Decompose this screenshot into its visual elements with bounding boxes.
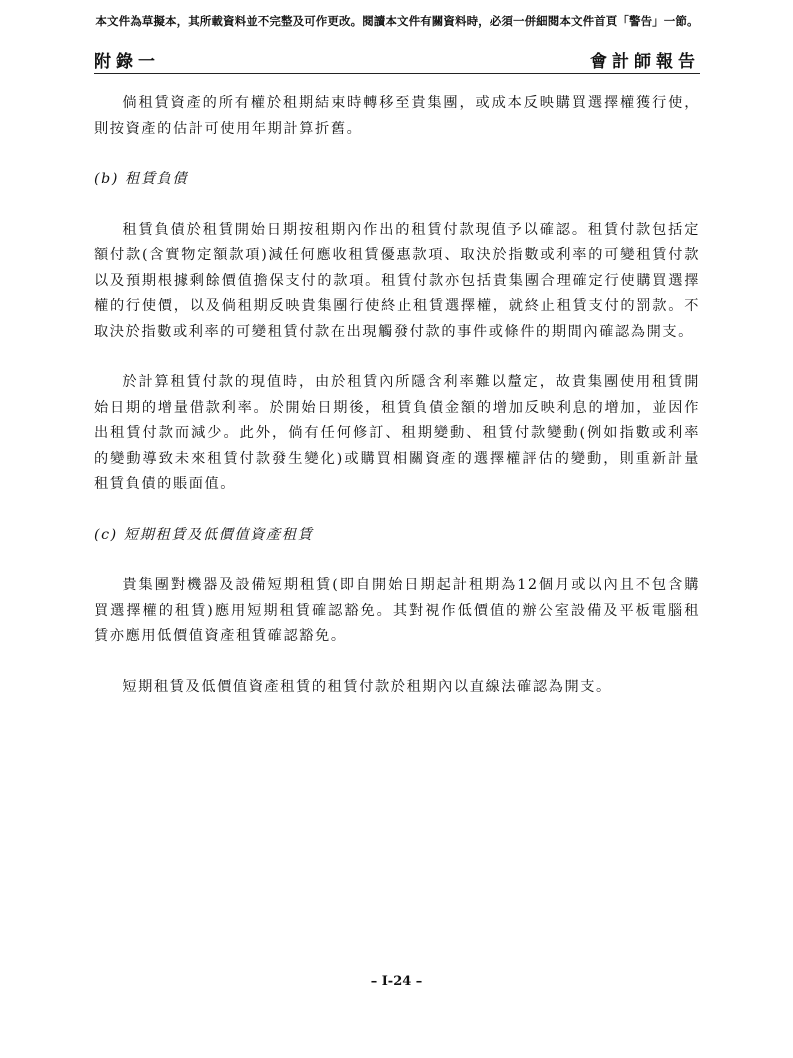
section-b-paragraph-1: 租賃負債於租賃開始日期按租期內作出的租賃付款現值予以確認。租賃付款包括定額付款(含實物定額款項)減任何應收租賃優惠款項、取決於指數或利率的可變租賃付款以及預期根據剩餘價值擔保支付的款項。租賃付款亦包括貴集團合理確定行使購買選擇權的行使價，以及倘租期反映貴集團行使終止租賃選擇權，就終止租賃支付的罰款。不取決於指數或利率的可變租賃付款在出現觸發付款的事件或條件的期間內確認為開支。: [94, 221, 700, 340]
document-body: [94, 91, 700, 700]
intro-paragraph: 倘租賃資產的所有權於租期結束時轉移至貴集團，或成本反映購買選擇權獲行使，則按資產的估計可使用年期計算折舊。: [94, 95, 700, 137]
section-c-paragraph-1: 貴集團對機器及設備短期租賃(即自開始日期起計租期為12個月或以內且不包含購買選擇權的租賃)應用短期租賃確認豁免。其對視作低價值的辦公室設備及平板電腦租賃亦應用低價值資產租賃確認豁免。: [94, 577, 700, 644]
page-header: [94, 47, 700, 74]
section-b-heading: (b) 租賃負債: [94, 171, 189, 187]
section-c-heading: (c) 短期租賃及低價值資產租賃: [94, 526, 314, 543]
draft-warning-banner: 本文件為草擬本，其所載資料並不完整及可作更改。閱讀本文件有關資料時，必須一併細閱本文件首頁「警告」一節。: [95, 14, 699, 28]
section-c-paragraph-2: 短期租賃及低價值資產租賃的租賃付款於租期內以直線法確認為開支。: [122, 678, 612, 695]
report-title: 會計師報告: [590, 52, 700, 72]
page-number: – I-24 –: [370, 974, 423, 989]
appendix-title: 附錄一: [94, 52, 160, 72]
section-b-paragraph-2: 於計算租賃付款的現值時，由於租賃內所隱含利率難以釐定，故貴集團使用租賃開始日期的增量借款利率。於開始日期後，租賃負債金額的增加反映利息的增加，並因作出租賃付款而減少。此外，倘有任何修訂、租期變動、租賃付款變動(例如指數或利率的變動導致未來租賃付款發生變化)或購買相關資產的選擇權評估的變動，則重新計量租賃負債的賬面值。: [94, 374, 700, 492]
